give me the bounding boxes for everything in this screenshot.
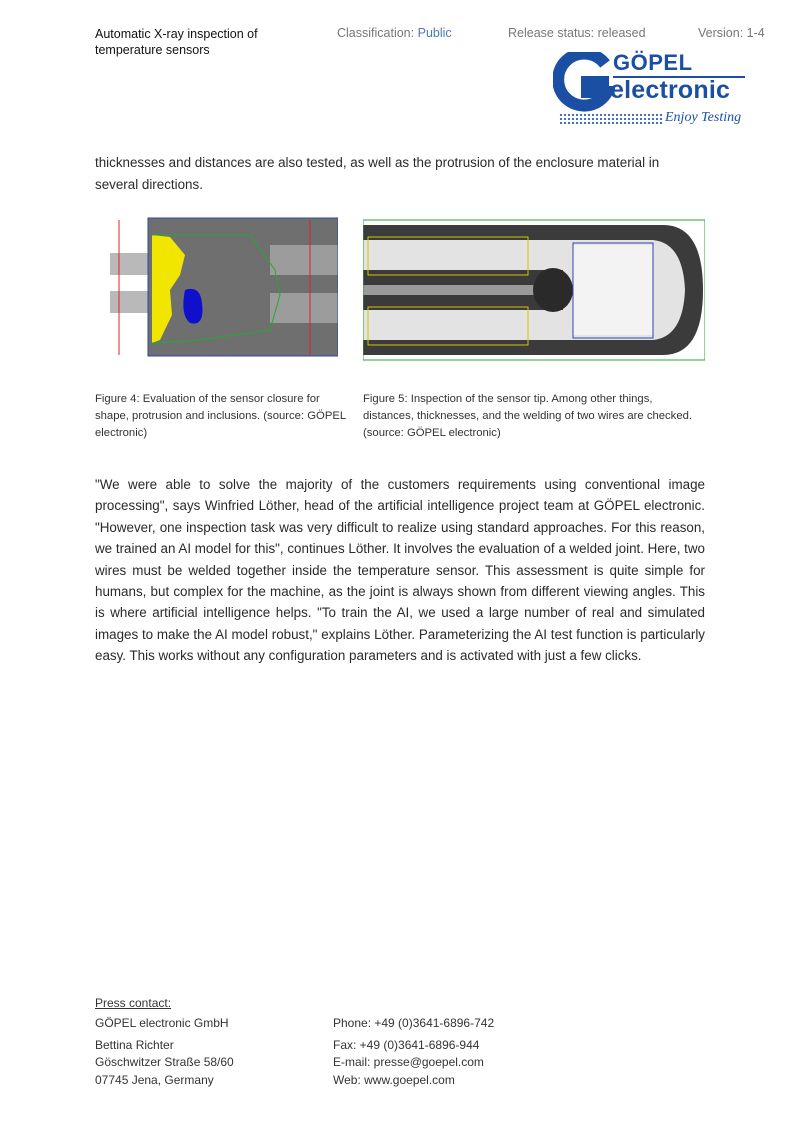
figure-4-image — [110, 215, 338, 358]
figure-5-caption: Figure 5: Inspection of the sensor tip. Among other things, distances, thicknesses, and the welding of two wires are checked. (source: GÖPEL electronic) — [363, 393, 693, 439]
goepel-logo — [553, 50, 753, 132]
document-title: Automatic X-ray inspection of temperature sensors — [95, 27, 258, 57]
press-contact-heading: Press contact: — [95, 996, 172, 1010]
classification-label: Classification: — [337, 26, 415, 40]
goepel-g-mark-icon — [553, 52, 615, 114]
classification-value: Public — [417, 26, 452, 40]
contact-person: Bettina Richter — [95, 1037, 174, 1052]
press-contact-address — [95, 1015, 234, 1089]
logo-brand-line2: electronic — [610, 76, 731, 104]
logo-brand-line1: GÖPEL — [613, 50, 693, 75]
release-status: Release status: released — [508, 26, 646, 40]
version: Version: 1-4 — [698, 26, 765, 40]
logo-dot-pattern — [559, 113, 663, 125]
body-paragraph-1: thicknesses and distances are also tested, as well as the protrusion of the enclosure material in several directions. — [95, 155, 660, 192]
contact-email[interactable]: E-mail: presse@goepel.com — [333, 1055, 484, 1069]
contact-web[interactable]: Web: www.goepel.com — [333, 1072, 455, 1087]
contact-company: GÖPEL electronic GmbH — [95, 1016, 229, 1030]
body-paragraph-2: "We were able to solve the majority of the customers requirements using conventional image processing", says Winfried Löther, head of the artificial intelligence project team at GÖPEL electronic. "However, one inspection task was very difficult to realize using standard approaches. For this reason, we trained an AI model for this", continues Löther. It involves the evaluation of a welded joint. Here, two wires must be welded together inside the temperature sensor. This assessment is quite simple for humans, but complex for the machine, as the joint is always shown from different viewing angles. This is where artificial intelligence helps. "To train the AI, we used a large number of real and simulated images to make the AI model robust," explains Löther. Parameterizing the AI test function is particularly easy. This works without any configuration parameters and is activated with just a few clicks. — [95, 477, 705, 664]
figure-5-image — [363, 215, 705, 365]
figure-4-caption: Figure 4: Evaluation of the sensor closure for shape, protrusion and inclusions. (source: GÖPEL electronic) — [95, 393, 346, 439]
contact-city: 07745 Jena, Germany — [95, 1072, 214, 1087]
contact-fax: Fax: +49 (0)3641-6896-944 — [333, 1037, 480, 1052]
press-contact-channels — [333, 1015, 494, 1089]
contact-phone: Phone: +49 (0)3641-6896-742 — [333, 1016, 495, 1030]
contact-street: Göschwitzer Straße 58/60 — [95, 1055, 234, 1069]
classification — [337, 26, 452, 40]
logo-tagline: Enjoy Testing — [665, 110, 742, 125]
